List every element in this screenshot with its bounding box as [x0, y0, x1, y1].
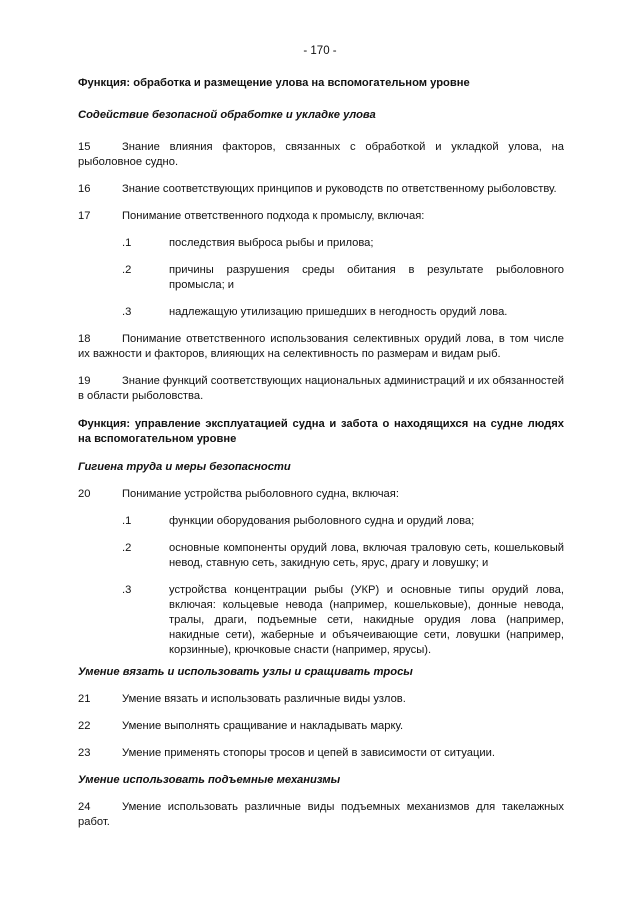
list-item-text: надлежащую утилизацию пришедших в негодность орудий лова.	[169, 306, 508, 318]
page-number: - 170 -	[303, 45, 337, 57]
paragraph-text: Знание влияния факторов, связанных с обработкой и укладкой улова, на рыболовное судно.	[78, 141, 564, 168]
document-body	[78, 72, 564, 830]
paragraph-number: 22	[78, 720, 91, 732]
paragraph-text: Понимание устройства рыболовного судна, включая:	[122, 488, 399, 500]
list-item-text: причины разрушения среды обитания в результате рыболовного промысла; и	[169, 264, 564, 291]
list-item-number: .2	[122, 542, 132, 554]
paragraph-19	[78, 374, 564, 404]
section-heading-catch-handling: Содействие безопасной обработке и укладке улова	[78, 109, 376, 121]
paragraph-22	[78, 719, 564, 734]
paragraph-number: 23	[78, 747, 91, 759]
paragraph-text: Умение применять стопоры тросов и цепей в зависимости от ситуации.	[122, 747, 495, 759]
function-heading-vessel-operation: Функция: управление эксплуатацией судна и забота о находящихся на судне людях на вспомогательном уровне	[78, 418, 564, 445]
list-item-text: устройства концентрации рыбы (УКР) и основные типы орудий лова, включая: кольцевые невода (например, кошельковые), донные невода, тралы, драги, подъемные сети, накидные орудия лова (например, накидные сети), жаберные и объячеивающие сети, ловушки (например, корзинные), крючковые снасти (например, ярусы).	[169, 584, 564, 656]
list-item-number: .3	[122, 584, 132, 596]
paragraph-number: 17	[78, 210, 91, 222]
paragraph-number: 15	[78, 141, 91, 153]
paragraph-17	[78, 209, 564, 224]
paragraph-text: Понимание ответственного использования селективных орудий лова, в том числе их важности и факторов, влияющих на селективность по размерам и видам рыб.	[78, 333, 564, 360]
paragraph-number: 18	[78, 333, 91, 345]
paragraph-16	[78, 182, 564, 197]
list-item	[78, 514, 564, 529]
list-item	[78, 305, 564, 320]
paragraph-text: Понимание ответственного подхода к промыслу, включая:	[122, 210, 425, 222]
paragraph-number: 20	[78, 488, 91, 500]
function-heading-catch: Функция: обработка и размещение улова на вспомогательном уровне	[78, 77, 470, 89]
paragraph-number: 16	[78, 183, 91, 195]
list-item-number: .1	[122, 515, 132, 527]
section-heading-lifting: Умение использовать подъемные механизмы	[78, 774, 341, 786]
paragraph-number: 24	[78, 801, 91, 813]
list-item	[78, 236, 564, 251]
list-item-number: .1	[122, 237, 132, 249]
list-item-number: .2	[122, 264, 132, 276]
list-item-number: .3	[122, 306, 132, 318]
list-item	[78, 583, 564, 658]
list-item-text: функции оборудования рыболовного судна и орудий лова;	[169, 515, 475, 527]
paragraph-text: Умение использовать различные виды подъемных механизмов для такелажных работ.	[78, 801, 564, 828]
list-item-text: основные компоненты орудий лова, включая траловую сеть, кошельковый невод, ставную сеть, закидную сеть, ярус, драгу и ловушку; и	[169, 542, 564, 569]
paragraph-24	[78, 800, 564, 830]
list-item	[78, 263, 564, 293]
paragraph-text: Умение выполнять сращивание и накладывать марку.	[122, 720, 404, 732]
list-item	[78, 541, 564, 571]
paragraph-text: Знание функций соответствующих национальных администраций и их обязанностей в области рыболовства.	[78, 375, 564, 402]
section-heading-safety: Гигиена труда и меры безопасности	[78, 461, 291, 473]
paragraph-23	[78, 746, 564, 761]
paragraph-text: Знание соответствующих принципов и руководств по ответственному рыболовству.	[122, 183, 557, 195]
paragraph-18	[78, 332, 564, 362]
paragraph-20	[78, 487, 564, 502]
paragraph-15	[78, 140, 564, 170]
list-item-text: последствия выброса рыбы и прилова;	[169, 237, 374, 249]
paragraph-number: 19	[78, 375, 91, 387]
paragraph-text: Умение вязать и использовать различные виды узлов.	[122, 693, 406, 705]
section-heading-knots: Умение вязать и использовать узлы и сращивать тросы	[78, 666, 413, 678]
paragraph-21	[78, 692, 564, 707]
paragraph-number: 21	[78, 693, 91, 705]
